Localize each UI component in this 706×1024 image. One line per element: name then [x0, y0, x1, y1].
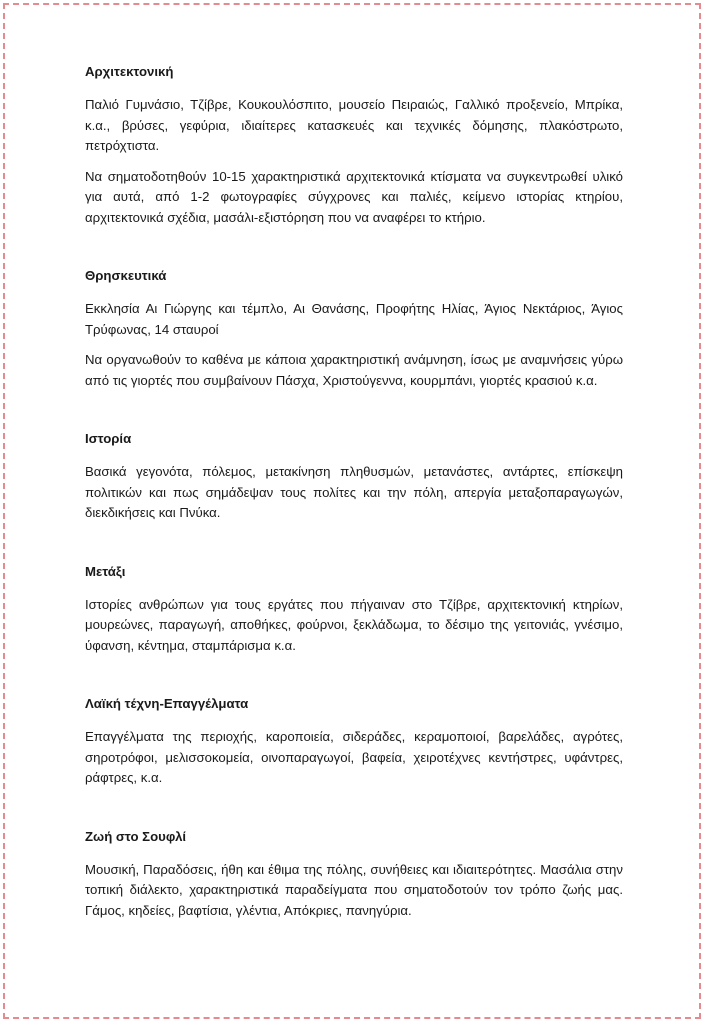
section-heading: Θρησκευτικά [85, 268, 167, 283]
section-heading: Λαϊκή τέχνη-Επαγγέλματα [85, 696, 249, 711]
section-folk-art-professions [85, 694, 623, 789]
section-heading: Ιστορία [85, 431, 132, 446]
section-paragraph: Εκκλησία Αι Γιώργης και τέμπλο, Αι Θανάσης, Προφήτης Ηλίας, Άγιος Νεκτάριος, Άγιος Τρύφωνας, 14 σταυροί [85, 301, 623, 337]
section-paragraph: Παλιό Γυμνάσιο, Τζίβρε, Κουκουλόσπιτο, μουσείο Πειραιώς, Γαλλικό προξενείο, Μπρίκα, κ.α., βρύσες, γεφύρια, ιδιαίτερες κατασκευές και τεχνικές δόμησης, πλακόστρωτο, πετρόχτιστα. [85, 97, 623, 153]
section-silk [85, 562, 623, 657]
section-paragraph: Βασικά γεγονότα, πόλεμος, μετακίνηση πληθυσμών, μετανάστες, αντάρτες, επίσκεψη πολιτικών και πως σημάδεψαν τους πολίτες και την πόλη, απεργία μεταξοπαραγωγών, διεκδικήσεις και Πνύκα. [85, 464, 623, 520]
section-life-in-soufli [85, 827, 623, 922]
section-heading: Μετάξι [85, 563, 126, 579]
section-paragraph: Να οργανωθούν το καθένα με κάποια χαρακτηριστική ανάμνηση, ίσως με αναμνήσεις γύρω από τις γιορτές που συμβαίνουν Πάσχα, Χριστούγεννα, κουρμπάνι, γιορτές κρασιού κ.α. [85, 352, 623, 388]
section-heading: Αρχιτεκτονική [85, 64, 174, 79]
section-paragraph: Μουσική, Παραδόσεις, ήθη και έθιμα της πόλης, συνήθειες και ιδιαιτερότητες. Μασάλια στην τοπική διάλεκτο, χαρακτηριστικά παραδείγματα που σηματοδοτούν τον τρόπο ζωής μας. Γάμος, κηδείες, βαφτίσια, γλέντια, Απόκριες, πανηγύρια. [85, 861, 623, 918]
section-paragraph: Ιστορίες ανθρώπων για τους εργάτες που πήγαιναν στο Τζίβρε, αρχιτεκτονική κτηρίων, μουρεώνες, παραγωγή, αποθήκες, φούρνοι, ξεκλάδωμα, το δέσιμο της γειτονιάς, γνέσιμο, ύφανση, κέντημα, σταμπάρισμα κ.α. [85, 596, 623, 653]
document-body [85, 62, 623, 959]
section-architecture [85, 62, 623, 228]
section-heading: Ζωή στο Σουφλί [85, 828, 187, 844]
section-history [85, 429, 623, 524]
section-paragraph: Να σηματοδοτηθούν 10-15 χαρακτηριστικά αρχιτεκτονικά κτίσματα να συγκεντρωθεί υλικό για αυτά, από 1-2 φωτογραφίες σύγχρονες και παλιές, κείμενο ιστορίας κτηρίου, αρχιτεκτονικά σχέδια, μασάλι-εξιστόρηση που να αναφέρει το κτήριο. [85, 168, 623, 225]
section-religious [85, 266, 623, 391]
section-paragraph: Επαγγέλματα της περιοχής, καροποιεία, σιδεράδες, κεραμοποιοί, βαρελάδες, αγρότες, σηροτρόφοι, μελισσοκομεία, οινοπαραγωγοί, βαφεία, χειροτέχνες κεντήστρες, υφάντρες, ράφτρες, κ.α. [85, 729, 623, 785]
